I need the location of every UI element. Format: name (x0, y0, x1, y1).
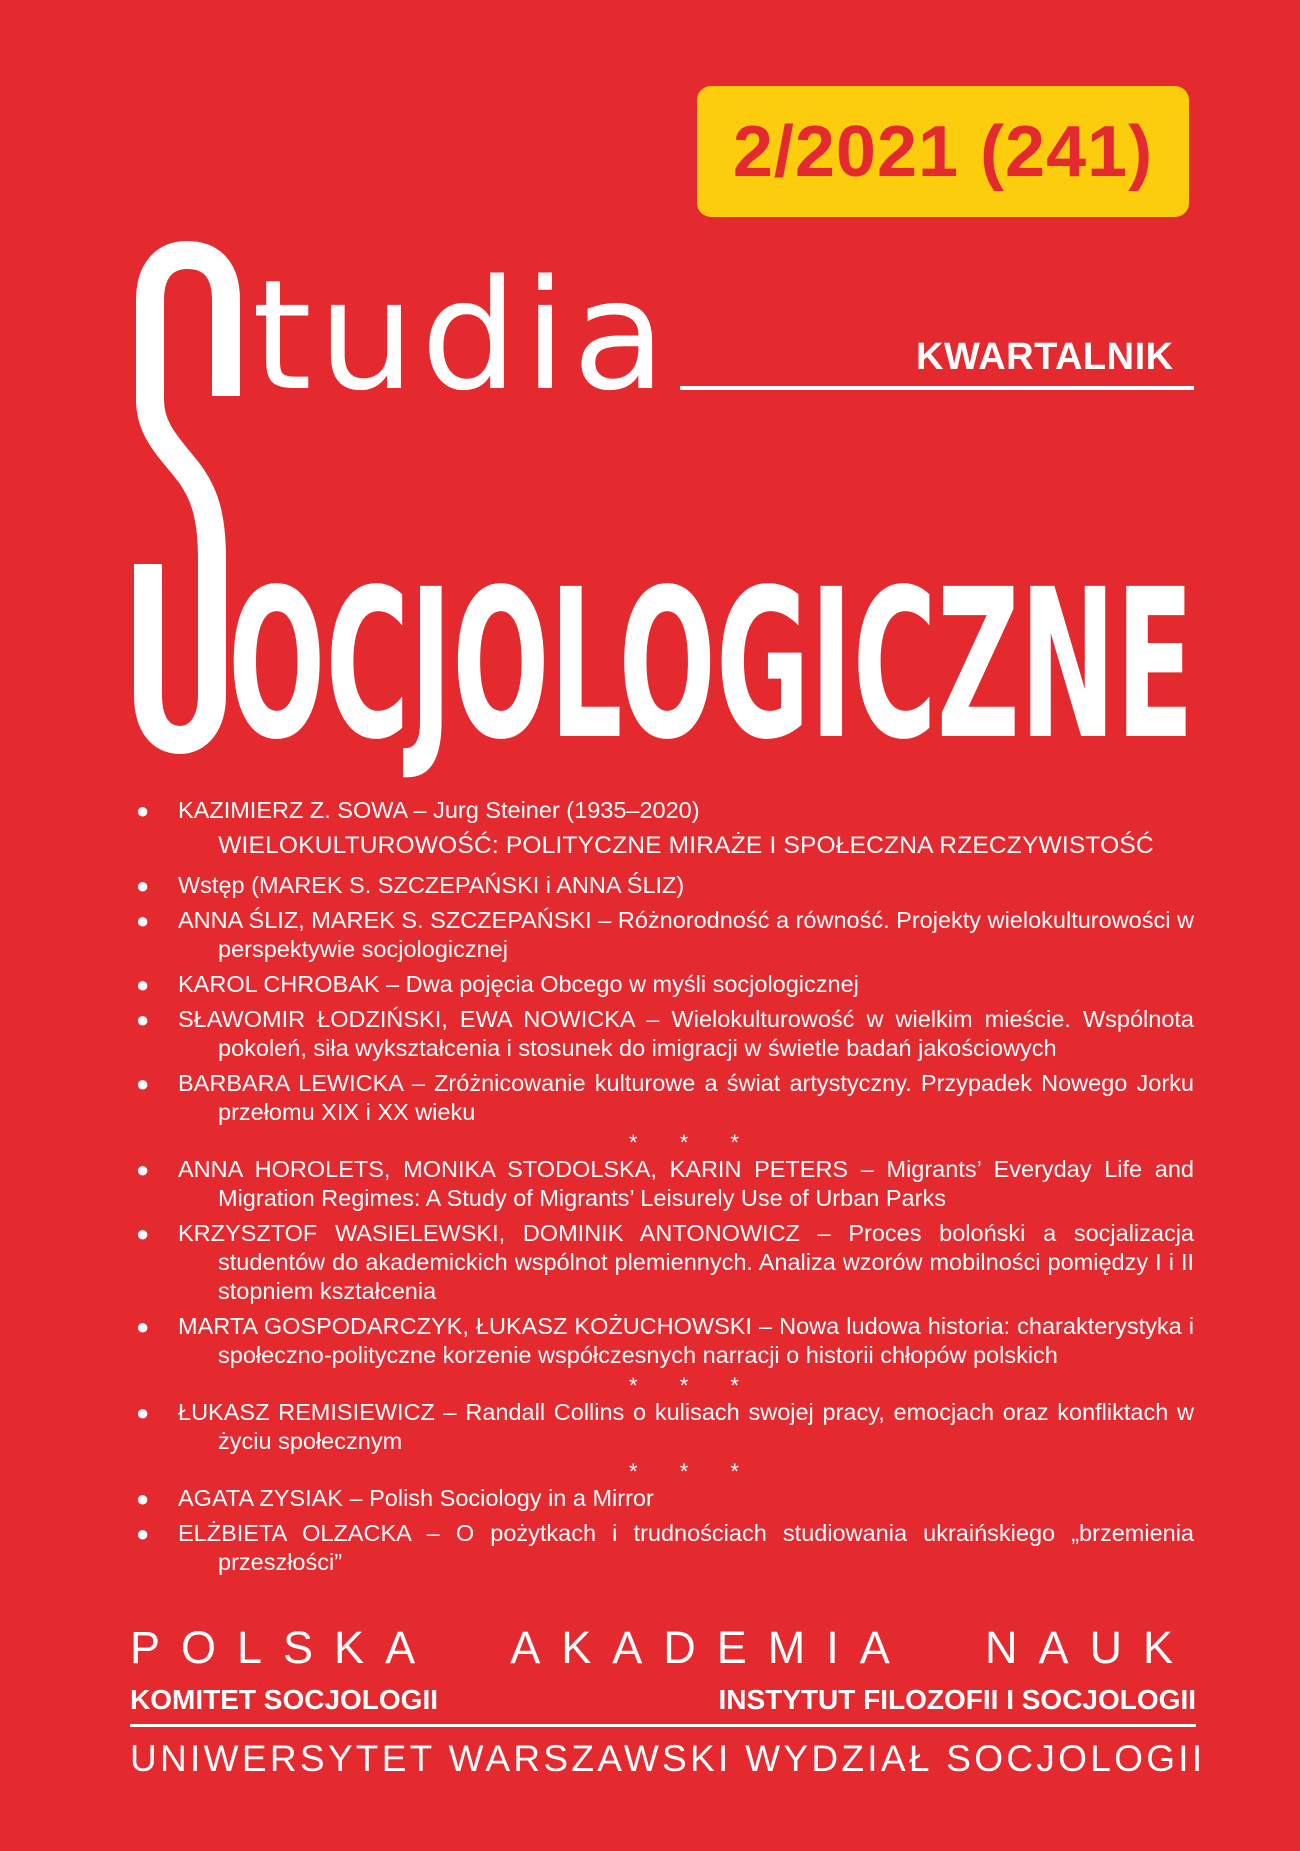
table-of-contents (132, 796, 1194, 1583)
journal-logo (0, 0, 1300, 780)
toc-entry-text: SŁAWOMIR ŁODZIŃSKI, EWA NOWICKA – Wielokulturowość w wielkim mieście. Wspólnota pokoleń, siła wykształcenia i stosunek do imigracji w świetle badań jakościowych (178, 1006, 1194, 1061)
toc-entry-text: ANNA ŚLIZ, MAREK S. SZCZEPAŃSKI – Różnorodność a równość. Projekty wielokulturowości w perspektywie socjologicznej (178, 907, 1194, 962)
logo-title-bottom: OCJOLOGICZNE (228, 545, 1194, 780)
committee-label: KOMITET SOCJOLOGII (130, 1684, 439, 1715)
bullet-icon: ● (136, 1007, 150, 1032)
separator-stars: * * * (629, 1130, 757, 1155)
toc-entry-text: Wstęp (MAREK S. SZCZEPAŃSKI i ANNA ŚLIZ) (178, 872, 685, 898)
toc-entry (132, 1398, 1194, 1456)
publisher-word: AKADEMIA (510, 1622, 911, 1673)
toc-entry (132, 1519, 1194, 1577)
publisher-name (130, 1622, 1194, 1674)
footer-divider (130, 1724, 1196, 1727)
bullet-icon: ● (136, 1400, 150, 1425)
toc-entry (132, 1155, 1194, 1213)
toc-entry (132, 1312, 1194, 1370)
frequency-label: KWARTALNIK (916, 336, 1174, 378)
bullet-icon: ● (136, 1221, 150, 1246)
logo-title-top: tudia (252, 247, 672, 424)
toc-entry (132, 1069, 1194, 1127)
separator-stars: * * * (629, 1459, 757, 1484)
section-heading: WIELOKULTUROWOŚĆ: POLITYCZNE MIRAŻE I SPOŁECZNA RZECZYWISTOŚĆ (218, 832, 1154, 859)
bullet-icon: ● (136, 972, 150, 997)
issue-number-badge: 2/2021 (241) (697, 86, 1189, 217)
publisher-word: NAUK (984, 1622, 1194, 1673)
toc-entry (132, 906, 1194, 964)
bullet-icon: ● (136, 798, 150, 823)
university-label: UNIWERSYTET WARSZAWSKI WYDZIAŁ SOCJOLOGII (130, 1738, 1206, 1779)
logo-big-s-shape (148, 255, 226, 740)
toc-entry (132, 871, 1194, 900)
separator-stars: * * * (629, 1373, 757, 1398)
bullet-icon: ● (136, 1521, 150, 1546)
toc-entry (132, 970, 1194, 999)
toc-entry-text: ŁUKASZ REMISIEWICZ – Randall Collins o kulisach swojej pracy, emocjach oraz konfliktach w życiu społecznym (178, 1399, 1194, 1454)
bullet-icon: ● (136, 1314, 150, 1339)
toc-entry-text: KAROL CHROBAK – Dwa pojęcia Obcego w myśli socjologicznej (178, 971, 859, 997)
bullet-icon: ● (136, 908, 150, 933)
toc-entry-text: KRZYSZTOF WASIELEWSKI, DOMINIK ANTONOWICZ – Proces boloński a socjalizacja studentów do akademickich wspólnot plemiennych. Analiza wzorów mobilności pomiędzy I i II stopniem kształcenia (178, 1220, 1194, 1304)
institute-label: INSTYTUT FILOZOFII I SOCJOLOGII (718, 1684, 1196, 1715)
toc-entry (132, 1484, 1194, 1513)
toc-entry-text: MARTA GOSPODARCZYK, ŁUKASZ KOŻUCHOWSKI – Nowa ludowa historia: charakterystyka i społeczno-polityczne korzenie współczesnych narracji o historii chłopów polskich (178, 1313, 1194, 1368)
toc-entry-text: ELŻBIETA OLZACKA – O pożytkach i trudnościach studiowania ukraińskiego „brzemienia przeszłości” (178, 1520, 1194, 1575)
bullet-icon: ● (136, 1486, 150, 1511)
bullet-icon: ● (136, 1071, 150, 1096)
toc-entry-text: ANNA HOROLETS, MONIKA STODOLSKA, KARIN PETERS – Migrants’ Everyday Life and Migration Regimes: A Study of Migrants’ Leisurely Use of Urban Parks (178, 1156, 1194, 1211)
toc-entry (132, 1005, 1194, 1063)
toc-entry (132, 1219, 1194, 1306)
toc-entry-text: BARBARA LEWICKA – Zróżnicowanie kulturowe a świat artystyczny. Przypadek Nowego Jorku przełomu XIX i XX wieku (178, 1070, 1194, 1125)
logo-underline (680, 386, 1194, 390)
bullet-icon: ● (136, 1157, 150, 1182)
publisher-word: POLSKA (130, 1622, 437, 1673)
toc-entry-text: AGATA ZYSIAK – Polish Sociology in a Mirror (178, 1485, 654, 1511)
bullet-icon: ● (136, 873, 150, 898)
toc-entry: ● KAZIMIERZ Z. SOWA – Jurg Steiner (1935–2020) (136, 797, 700, 823)
